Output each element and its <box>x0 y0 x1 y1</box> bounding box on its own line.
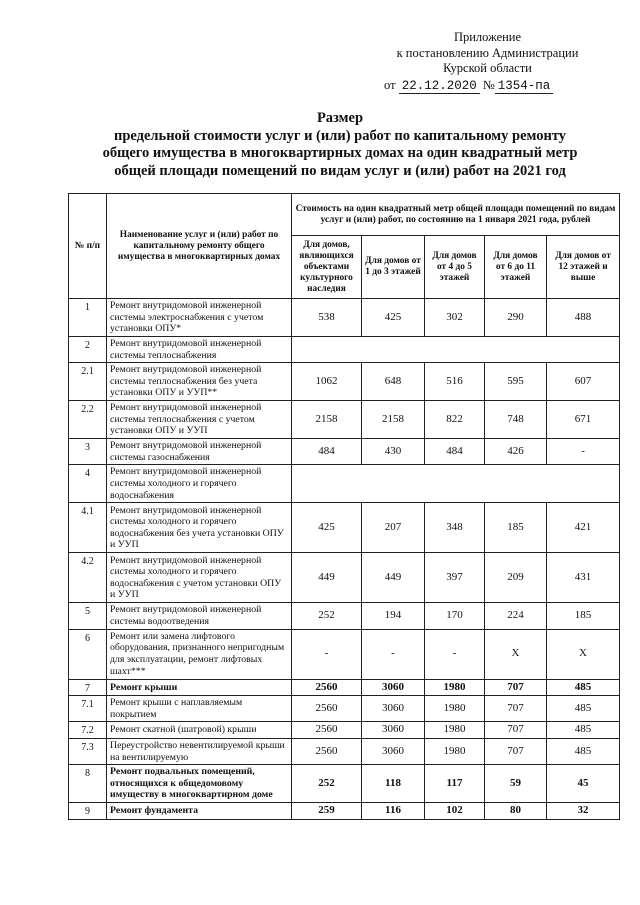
table-row <box>69 803 620 820</box>
row-cost-col-4: 707 <box>485 696 547 722</box>
row-cost-col-3: 484 <box>425 439 485 465</box>
row-cost-col-2: 118 <box>362 765 425 803</box>
table-row <box>69 465 620 503</box>
row-cost-col-3: 102 <box>425 803 485 820</box>
header-col-6-11: Для домов от 6 до 11 этажей <box>485 236 547 299</box>
row-number: 2 <box>69 337 107 363</box>
header-num: № п/п <box>69 194 107 299</box>
row-cost-col-2: 3060 <box>362 722 425 739</box>
row-cost-col-3: 170 <box>425 603 485 629</box>
header-col-4-5: Для домов от 4 до 5 этажей <box>425 236 485 299</box>
row-cost-col-4: 595 <box>485 363 547 401</box>
row-cost-col-3: 516 <box>425 363 485 401</box>
row-cost-col-5: 485 <box>547 696 620 722</box>
row-number: 4 <box>69 465 107 503</box>
row-cost-col-2: 3060 <box>362 679 425 696</box>
row-cost-col-1: 538 <box>292 299 362 337</box>
row-cost-col-1: 2158 <box>292 401 362 439</box>
row-cost-col-3: 397 <box>425 553 485 603</box>
table-row <box>69 603 620 629</box>
row-cost-col-2: 207 <box>362 503 425 553</box>
row-cost-col-3: 1980 <box>425 696 485 722</box>
title-line-3: общего имущества в многоквартирных домах на один квадратный метр <box>102 145 578 161</box>
row-cost-col-3: 822 <box>425 401 485 439</box>
row-cost-col-5: 485 <box>547 679 620 696</box>
row-cost-col-1: 1062 <box>292 363 362 401</box>
row-service-name: Ремонт фундамента <box>107 803 292 820</box>
row-cost-col-5: 488 <box>547 299 620 337</box>
header-col-12plus: Для домов от 12 этажей и выше <box>547 236 620 299</box>
row-cost-col-1: 484 <box>292 439 362 465</box>
row-cost-col-5: 421 <box>547 503 620 553</box>
row-cost-col-5: Х <box>547 629 620 679</box>
row-number: 3 <box>69 439 107 465</box>
row-cost-col-5: 431 <box>547 553 620 603</box>
row-number: 5 <box>69 603 107 629</box>
row-cost-col-4: 290 <box>485 299 547 337</box>
row-cost-col-5: 185 <box>547 603 620 629</box>
row-cost-col-4: 209 <box>485 553 547 603</box>
row-number: 9 <box>69 803 107 820</box>
row-cost-col-4: 707 <box>485 738 547 764</box>
table-row <box>69 722 620 739</box>
table-row <box>69 401 620 439</box>
decree-number: 1354-па <box>495 79 554 94</box>
row-cost-col-1: - <box>292 629 362 679</box>
row-cost-col-2: 3060 <box>362 696 425 722</box>
cost-table <box>68 193 620 820</box>
row-cost-col-1: 425 <box>292 503 362 553</box>
document-title <box>80 110 600 180</box>
row-number: 7.3 <box>69 738 107 764</box>
row-cost-col-5: 45 <box>547 765 620 803</box>
row-service-name: Ремонт внутридомовой инженерной системы водоотведения <box>107 603 292 629</box>
title-line-4: общей площади помещений по видам услуг и (или) работ на 2021 год <box>114 162 566 179</box>
table-row <box>69 629 620 679</box>
row-cost-col-1: 259 <box>292 803 362 820</box>
row-number: 7.1 <box>69 696 107 722</box>
row-number: 2.1 <box>69 363 107 401</box>
row-cost-col-3: 348 <box>425 503 485 553</box>
header-name: Наименование услуг и (или) работ по капитальному ремонту общего имущества в многоквартирных домах <box>107 194 292 299</box>
annex-block <box>370 30 605 77</box>
row-cost-col-1: 2560 <box>292 722 362 739</box>
row-cost-col-4: 426 <box>485 439 547 465</box>
row-cost-col-2: 3060 <box>362 738 425 764</box>
row-cost-col-4: Х <box>485 629 547 679</box>
row-cost-col-5: 485 <box>547 722 620 739</box>
row-cost-col-2: 194 <box>362 603 425 629</box>
row-cost-col-2: 425 <box>362 299 425 337</box>
row-cost-col-4: 707 <box>485 679 547 696</box>
row-number: 1 <box>69 299 107 337</box>
row-number: 6 <box>69 629 107 679</box>
table-row <box>69 553 620 603</box>
row-cost-col-1: 449 <box>292 553 362 603</box>
row-number: 7 <box>69 679 107 696</box>
row-service-name: Ремонт внутридомовой инженерной системы газоснабжения <box>107 439 292 465</box>
row-cost-col-5: 32 <box>547 803 620 820</box>
table-body <box>69 299 620 820</box>
row-cost-col-2: 2158 <box>362 401 425 439</box>
row-number: 7.2 <box>69 722 107 739</box>
row-cost-col-2: 648 <box>362 363 425 401</box>
row-cost-col-3: 1980 <box>425 679 485 696</box>
row-cost-col-1: 2560 <box>292 696 362 722</box>
row-cost-col-5: 485 <box>547 738 620 764</box>
row-number: 8 <box>69 765 107 803</box>
row-cost-col-5: 607 <box>547 363 620 401</box>
row-cost-col-2: 449 <box>362 553 425 603</box>
row-number: 4.2 <box>69 553 107 603</box>
row-number: 2.2 <box>69 401 107 439</box>
row-cost-col-3: 1980 <box>425 722 485 739</box>
row-cost-col-4: 224 <box>485 603 547 629</box>
row-cost-col-3: - <box>425 629 485 679</box>
row-service-name: Ремонт внутридомовой инженерной системы холодного и горячего водоснабжения <box>107 465 292 503</box>
row-service-name: Ремонт внутридомовой инженерной системы холодного и горячего водоснабжения без учета установки ОПУ и УУП <box>107 503 292 553</box>
row-cost-col-4: 707 <box>485 722 547 739</box>
decree-date: 22.12.2020 <box>399 79 480 94</box>
row-empty-values <box>292 337 620 363</box>
header-cost-group: Стоимость на один квадратный метр общей площади помещений по видам услуг и (или) работ, по состоянию на 1 января 2021 года, рублей <box>292 194 620 236</box>
title-line-1: Размер <box>316 110 364 126</box>
row-cost-col-1: 252 <box>292 765 362 803</box>
table-row <box>69 337 620 363</box>
row-cost-col-2: - <box>362 629 425 679</box>
table-row <box>69 503 620 553</box>
row-cost-col-5: - <box>547 439 620 465</box>
table-row <box>69 696 620 722</box>
table-row <box>69 765 620 803</box>
row-service-name: Ремонт внутридомовой инженерной системы теплоснабжения <box>107 337 292 363</box>
from-label: от <box>384 78 396 92</box>
annex-region: Курской области <box>443 61 532 75</box>
row-number: 4.1 <box>69 503 107 553</box>
title-line-2: предельной стоимости услуг и (или) работ по капитальному ремонту <box>113 127 567 144</box>
row-cost-col-1: 2560 <box>292 679 362 696</box>
row-cost-col-3: 1980 <box>425 738 485 764</box>
row-cost-col-2: 430 <box>362 439 425 465</box>
row-cost-col-4: 59 <box>485 765 547 803</box>
table-row <box>69 738 620 764</box>
row-service-name: Ремонт или замена лифтового оборудования, признанного непригодным для эксплуатации, ремонт лифтовых шахт*** <box>107 629 292 679</box>
row-cost-col-2: 116 <box>362 803 425 820</box>
table-row <box>69 439 620 465</box>
row-cost-col-4: 185 <box>485 503 547 553</box>
row-service-name: Переустройство невентилируемой крыши на вентилируемую <box>107 738 292 764</box>
row-service-name: Ремонт внутридомовой инженерной системы теплоснабжения без учета установки ОПУ и УУП** <box>107 363 292 401</box>
row-cost-col-5: 671 <box>547 401 620 439</box>
row-cost-col-3: 302 <box>425 299 485 337</box>
row-service-name: Ремонт внутридомовой инженерной системы холодного и горячего водоснабжения с учетом установки ОПУ и УУП <box>107 553 292 603</box>
row-service-name: Ремонт внутридомовой инженерной системы электроснабжения с учетом установки ОПУ* <box>107 299 292 337</box>
annex-decree: к постановлению Администрации <box>396 45 579 60</box>
annex-title: Приложение <box>453 30 522 44</box>
row-cost-col-1: 2560 <box>292 738 362 764</box>
table-row <box>69 679 620 696</box>
row-service-name: Ремонт скатной (шатровой) крыши <box>107 722 292 739</box>
row-service-name: Ремонт крыши <box>107 679 292 696</box>
row-cost-col-4: 80 <box>485 803 547 820</box>
number-label: № <box>482 78 495 92</box>
decree-date-number <box>384 78 614 93</box>
row-service-name: Ремонт внутридомовой инженерной системы теплоснабжения с учетом установки ОПУ и УУП <box>107 401 292 439</box>
header-col-heritage: Для домов, являющихся объектами культурного наследия <box>292 236 362 299</box>
row-empty-values <box>292 465 620 503</box>
row-service-name: Ремонт подвальных помещений, относящихся к общедомовому имуществу в многоквартирном доме <box>107 765 292 803</box>
table-row <box>69 299 620 337</box>
table-row <box>69 363 620 401</box>
row-cost-col-3: 117 <box>425 765 485 803</box>
header-col-1-3: Для домов от 1 до 3 этажей <box>362 236 425 299</box>
row-cost-col-1: 252 <box>292 603 362 629</box>
row-cost-col-4: 748 <box>485 401 547 439</box>
row-service-name: Ремонт крыши с наплавляемым покрытием <box>107 696 292 722</box>
